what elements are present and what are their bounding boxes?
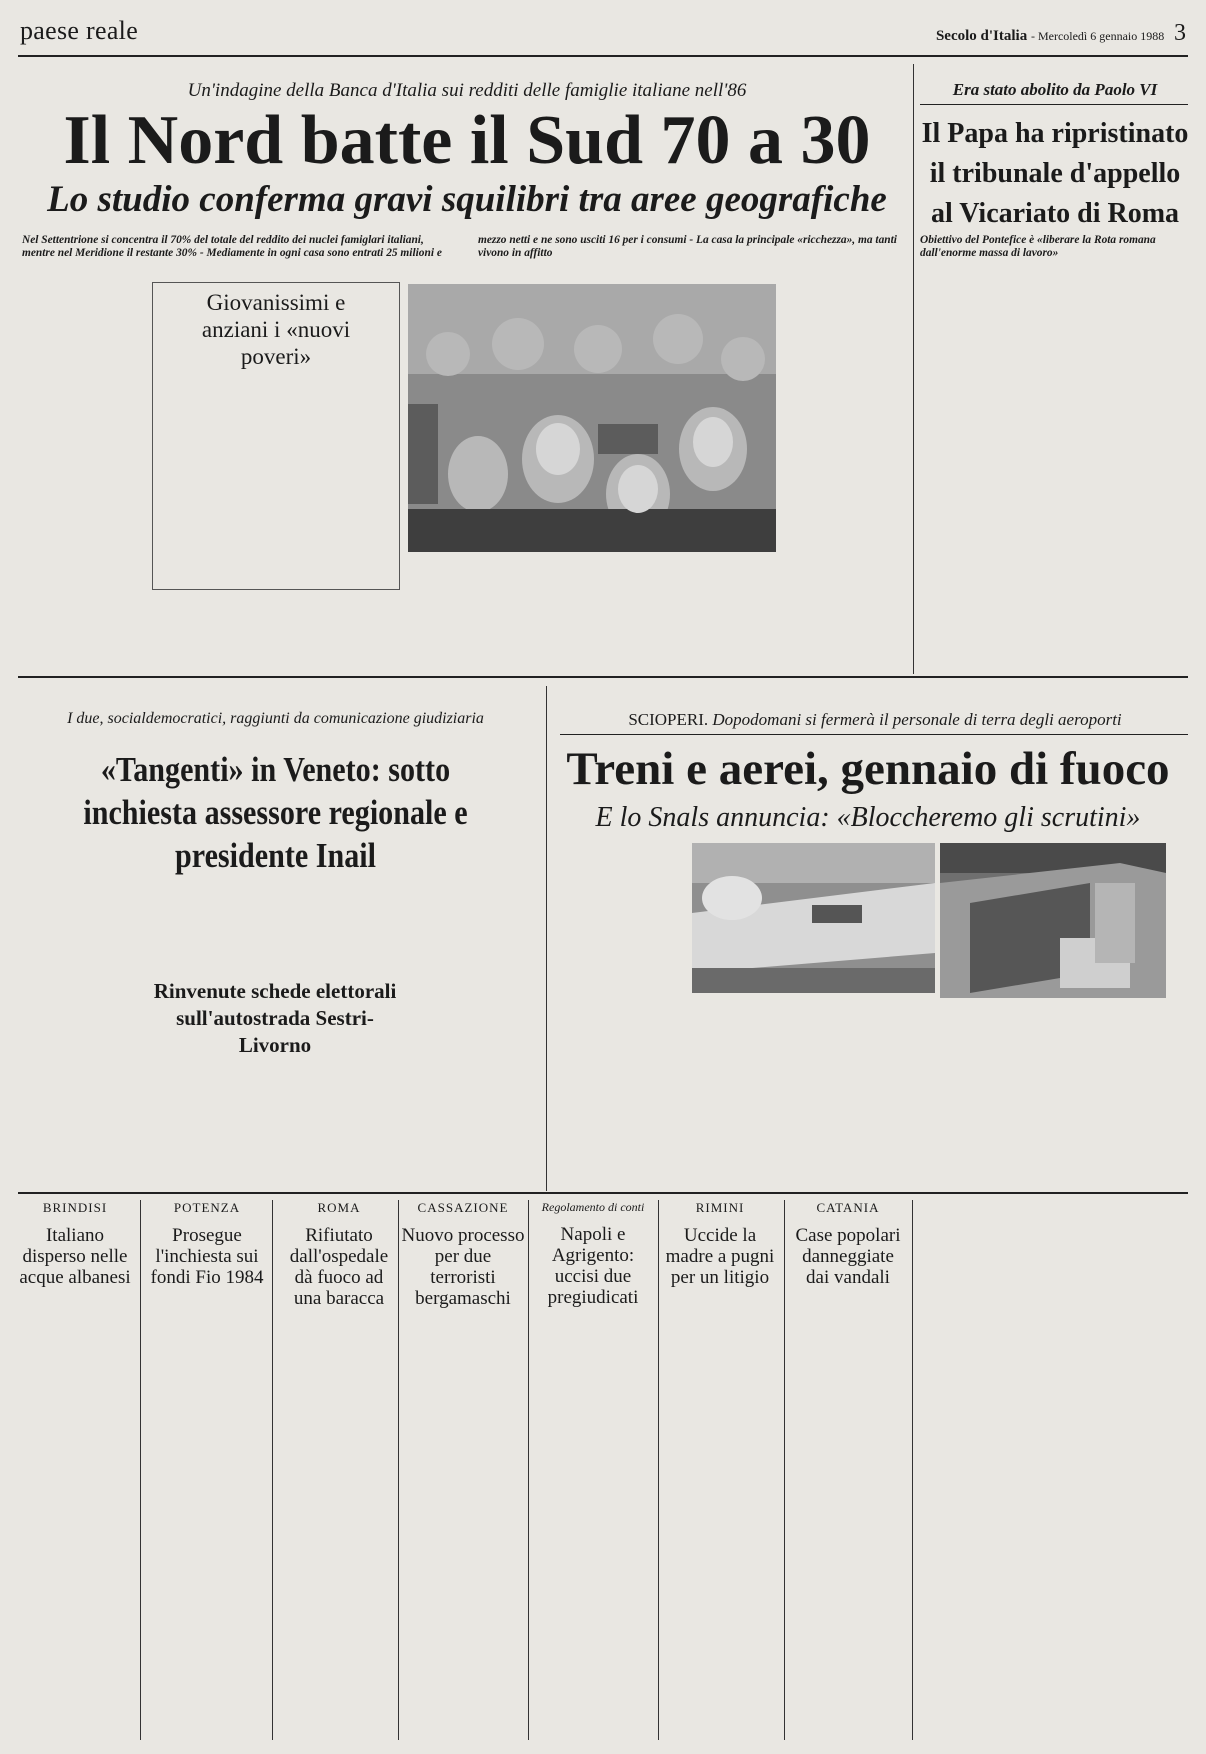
brief-divider (140, 1200, 141, 1740)
strikes-subheadline: E lo Snals annuncia: «Bloccheremo gli scrutini» (595, 802, 1141, 833)
veneto-kicker: I due, socialdemocratici, raggiunti da comunicazione giudiziaria (67, 710, 484, 727)
schede-headline: Rinvenute schede elettorali sull'autostrada Sestri-Livorno (153, 979, 397, 1057)
sidebar-body (161, 376, 391, 606)
section-rule-2 (18, 1192, 1188, 1194)
column-divider (913, 64, 914, 674)
issue-date: - Mercoledì 6 gennaio 1988 (1030, 29, 1165, 43)
train-photo (940, 843, 1166, 998)
page-number: 3 (1174, 20, 1186, 46)
brief-body (280, 1320, 392, 1740)
schede-body (150, 1038, 404, 1190)
brief-divider (528, 1200, 529, 1740)
pope-summary: Obiettivo del Pontefice è «liberare la Rota romana dall'enorme massa di lavoro» (920, 234, 1156, 259)
veneto-body (18, 843, 538, 938)
strikes-kicker-text: Dopodomani si fermerà il personale di terra degli aeroporti (712, 710, 1122, 729)
brief-divider (272, 1200, 273, 1740)
lead-kicker: Un'indagine della Banca d'Italia sui redditi delle famiglie italiane nell'86 (187, 80, 747, 101)
lead-body-col-3 (784, 273, 908, 593)
header-rule (18, 55, 1188, 57)
strikes-kicker-label: SCIOPERI. (628, 710, 709, 729)
pope-body (920, 273, 1188, 668)
brief-body (150, 1320, 266, 1740)
strikes-kicker (560, 710, 1190, 730)
lead-body-col-1 (22, 273, 147, 591)
brief-body (20, 1320, 134, 1740)
brief-divider (784, 1200, 785, 1740)
schede-body-left (18, 945, 146, 1190)
lead-subheadline: Lo studio conferma gravi squilibri tra aree geografiche (47, 179, 887, 220)
brief-headline: Rifiutato dall'ospedale dà fuoco ad una baracca (289, 1225, 389, 1309)
airplane-photo (692, 843, 935, 993)
brief-headline: Case popolari danneggiate dai vandali (795, 1225, 901, 1288)
strikes-continuation (918, 1200, 1186, 1740)
brief-body (404, 1320, 522, 1740)
section-title: paese reale (20, 16, 139, 45)
veneto-body-right (410, 945, 538, 1190)
brief-headline: Italiano disperso nelle acque albanesi (19, 1225, 131, 1288)
brief-body (790, 1320, 906, 1740)
sidebar-headline: Giovanissimi e anziani i «nuovi poveri» (201, 290, 351, 369)
brief-location: ROMA (317, 1200, 361, 1215)
strikes-body (692, 1000, 1186, 1188)
masthead-line (936, 20, 1186, 47)
brief-cassazione (400, 1200, 526, 1309)
brief-headline: Nuovo processo per due terroristi bergamaschi (401, 1225, 525, 1309)
brief-body (534, 1320, 652, 1740)
lead-summary: Nel Settentrione si concentra il 70% del totale del reddito dei nuclei famiglari italiani, mentre nel Meridione il restante 30% - Mediamente in ogni casa sono entrati 25 milioni e mezzo netti e ne sono usciti 16 per i consumi - La casa la principale «ricchezza», ma tanti vivono in affitto (22, 234, 897, 259)
paper-name: Secolo d'Italia (935, 28, 1028, 44)
brief-location: CATANIA (816, 1200, 880, 1215)
brief-headline: Uccide la madre a pugni per un litigio (665, 1225, 775, 1288)
brief-catania (790, 1200, 906, 1288)
brief-regolamento (530, 1200, 656, 1308)
brief-location: CASSAZIONE (417, 1200, 509, 1215)
brief-headline: Prosegue l'inchiesta sui fondi Fio 1984 (150, 1225, 264, 1288)
brief-location: BRINDISI (42, 1200, 108, 1215)
sidebar-box (152, 282, 400, 590)
brief-brindisi (18, 1200, 132, 1288)
brief-divider (912, 1200, 913, 1740)
lead-body-bottom (152, 598, 908, 668)
brief-divider (398, 1200, 399, 1740)
brief-rimini (662, 1200, 778, 1288)
brief-roma (282, 1200, 396, 1309)
pope-kicker-rule (920, 104, 1188, 105)
strikes-headline: Treni e aerei, gennaio di fuoco (566, 743, 1170, 795)
section-rule-1 (18, 676, 1188, 678)
pope-kicker: Era stato abolito da Paolo VI (952, 80, 1158, 99)
strikes-kicker-rule (560, 734, 1188, 735)
brief-headline: Napoli e Agrigento: uccisi due pregiudicati (547, 1224, 639, 1308)
veneto-headline: «Tangenti» in Veneto: sotto inchiesta assessore regionale e presidente Inail (83, 750, 468, 875)
brief-location: Regolamento di conti (541, 1200, 645, 1214)
brief-body (664, 1320, 778, 1740)
crowd-photo (408, 284, 776, 552)
brief-divider (658, 1200, 659, 1740)
brief-location: POTENZA (173, 1200, 241, 1215)
column-divider-2 (546, 686, 547, 1191)
brief-potenza (150, 1200, 264, 1288)
lead-headline: Il Nord batte il Sud 70 a 30 (63, 102, 871, 179)
strikes-body-left (550, 843, 685, 1188)
pope-headline: Il Papa ha ripristinato il tribunale d'appello al Vicariato di Roma (921, 118, 1189, 229)
brief-location: RIMINI (695, 1200, 745, 1215)
